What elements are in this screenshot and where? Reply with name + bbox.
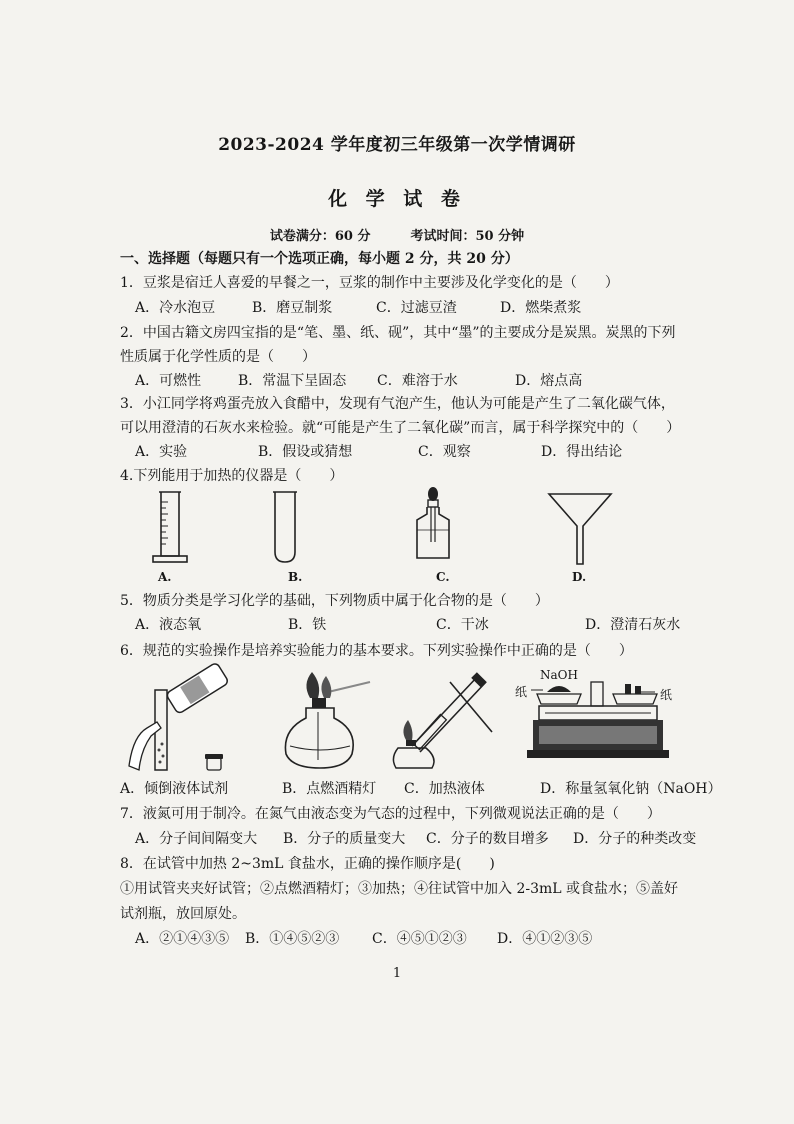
q2-option-c: C．难溶于水 <box>377 373 458 389</box>
graduated-cylinder-figure <box>150 488 190 570</box>
balance-figure <box>525 676 675 776</box>
q4-label-d: D. <box>572 570 587 584</box>
q7-option-a: A．分子间间隔变大 <box>135 831 258 847</box>
q8-steps-line2: 试剂瓶，放回原处。 <box>120 906 246 922</box>
q3-option-a: A．实验 <box>135 444 188 460</box>
q6-option-d: D．称量氢氧化钠（NaOH） <box>540 781 722 797</box>
q8-option-d: D．④①②③⑤ <box>497 931 593 947</box>
paper-label-left: 纸 <box>515 685 528 699</box>
q6-stem: 6．规范的实验操作是培养实验能力的基本要求。下列实验操作中正确的是（ ） <box>120 643 633 659</box>
funnel-figure <box>546 490 614 568</box>
q2-stem-line1: 2．中国古籍文房四宝指的是“笔、墨、纸、砚”，其中“墨”的主要成分是炭黑。炭黑的下列 <box>120 325 676 341</box>
q3-stem-line1: 3．小江同学将鸡蛋壳放入食醋中，发现有气泡产生，他认为可能是产生了二氧化碳气体， <box>120 396 675 412</box>
q8-option-b: B．①④⑤②③ <box>245 931 340 947</box>
page-number: 1 <box>392 966 402 981</box>
q6-option-a: A．倾倒液体试剂 <box>120 781 229 797</box>
q7-option-b: B．分子的质量变大 <box>283 831 406 847</box>
pour-liquid-figure <box>125 662 240 774</box>
q8-option-c: C．④⑤①②③ <box>372 931 467 947</box>
q3-option-d: D．得出结论 <box>541 444 623 460</box>
q8-steps-line1: ①用试管夹夹好试管；②点燃酒精灯；③加热；④往试管中加入 2-3mL 或食盐水；⑤盖好 <box>120 881 679 897</box>
q4-label-c: C. <box>436 570 450 584</box>
dropper-bottle-figure <box>410 484 456 566</box>
q1-option-a: A．冷水泡豆 <box>135 300 216 316</box>
full-score: 试卷满分：60 分 <box>269 229 371 244</box>
q5-option-b: B．铁 <box>288 617 327 633</box>
q5-option-c: C．干冰 <box>436 617 489 633</box>
section-heading: 一、选择题（每题只有一个选项正确，每小题 2 分，共 20 分） <box>120 251 519 267</box>
exam-info <box>0 225 794 244</box>
q7-option-d: D．分子的种类改变 <box>573 831 697 847</box>
q6-option-b: B．点燃酒精灯 <box>282 781 377 797</box>
q1-option-d: D．燃柴煮浆 <box>500 300 582 316</box>
q3-option-b: B．假设或猜想 <box>258 444 353 460</box>
q4-label-a: A. <box>158 570 172 584</box>
q1-option-c: C．过滤豆渣 <box>376 300 457 316</box>
heat-liquid-figure <box>392 668 502 774</box>
q2-option-b: B．常温下呈固态 <box>238 373 347 389</box>
q7-stem: 7．液氮可用于制冷。在氮气由液态变为气态的过程中，下列微观说法正确的是（ ） <box>120 806 661 822</box>
exam-time: 考试时间：50 分钟 <box>410 229 525 244</box>
test-tube-figure <box>270 490 300 565</box>
q7-option-c: C．分子的数目增多 <box>426 831 549 847</box>
q8-option-a: A．②①④③⑤ <box>135 931 230 947</box>
q4-label-b: B. <box>288 570 303 584</box>
q2-option-a: A．可燃性 <box>135 373 202 389</box>
light-alcohol-lamp-figure <box>272 668 382 774</box>
q4-stem: 4.下列能用于加热的仪器是（ ） <box>120 468 344 484</box>
q5-option-d: D．澄清石灰水 <box>585 617 681 633</box>
q5-option-a: A．液态氧 <box>135 617 202 633</box>
q5-stem: 5．物质分类是学习化学的基础，下列物质中属于化合物的是（ ） <box>120 593 549 609</box>
q2-stem-line2: 性质属于化学性质的是（ ） <box>120 349 316 365</box>
q3-stem-line2: 可以用澄清的石灰水来检验。就“可能是产生了二氧化碳”而言，属于科学探究中的（ ） <box>120 420 681 436</box>
q8-stem: 8．在试管中加热 2~3mL 食盐水，正确的操作顺序是( ) <box>120 856 495 872</box>
paper-label-right: 纸 <box>660 688 673 702</box>
q1-option-b: B．磨豆制浆 <box>252 300 333 316</box>
exam-title: 2023-2024 学年度初三年级第一次学情调研 <box>218 135 576 155</box>
q1-stem: 1．豆浆是宿迁人喜爱的早餐之一，豆浆的制作中主要涉及化学变化的是（ ） <box>120 275 619 291</box>
q3-option-c: C．观察 <box>418 444 471 460</box>
q2-option-d: D．熔点高 <box>515 373 583 389</box>
exam-subtitle: 化 学 试 卷 <box>328 188 466 210</box>
q6-option-c: C．加热液体 <box>404 781 485 797</box>
naoh-label: NaOH <box>540 668 578 682</box>
